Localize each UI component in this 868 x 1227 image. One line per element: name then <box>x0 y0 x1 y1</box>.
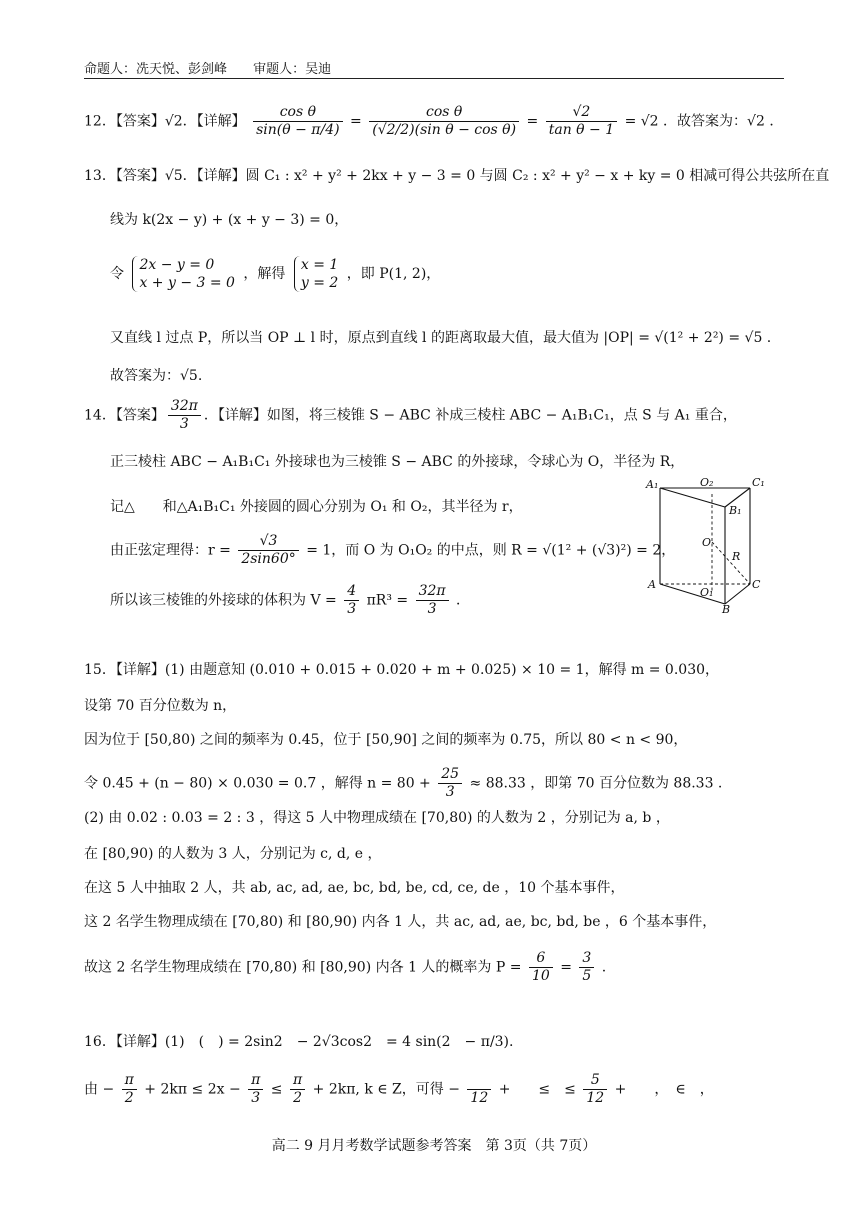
q15-line4: 令 0.45 + (n − 80) × 0.030 = 0.7 ，解得 n = 80 + $\frac{25}{3}$ ≈ 88.33 ，即第 70 百分位数为 88.33 . <box>84 766 723 800</box>
q15-prob-frac2: $\frac{3}{5}$ <box>579 950 594 985</box>
q16-line2: 由 − $\frac{\pi}{2}$ + 2kπ ≤ 2x − $\frac{\pi}{3}$ ≤ $\frac{\pi}{2}$ + 2kπ, k ∈ Z，可得 − 12 + ≤ ≤ $\frac{5}{12}$ + ， ∈ ， <box>84 1072 714 1106</box>
q15-line8: 这 2 名学生物理成绩在 [70,80) 和 [80,90) 内各 1 人，共 ac, ad, ae, bc, bd, be ，6 个基本事件， <box>84 914 717 930</box>
q13-line2: 线为 k(2x − y) + (x + y − 3) = 0， <box>110 212 349 228</box>
q14-line2: 正三棱柱 ABC − A₁B₁C₁ 外接球也为三棱锥 S − ABC 的外接球，令球心为 O，半径为 R， <box>110 454 685 470</box>
q15-frac: $\frac{25}{3}$ <box>438 766 462 801</box>
q14-line3: 记△ 和△A₁B₁C₁ 外接圆的圆心分别为 O₁ 和 O₂，其半径为 r， <box>110 499 523 515</box>
prism-figure <box>640 474 770 614</box>
q12-frac3: $\frac{√2}{\text{tan θ − 1}}$ <box>546 104 617 139</box>
figure-label-B: B <box>722 603 731 614</box>
figure-label-A1: A₁ <box>646 478 659 491</box>
q16-frac-e: $\frac{5}{12}$ <box>583 1072 607 1107</box>
q15-line3: 因为位于 [50,80) 之间的频率为 0.45，位于 [50,90] 之间的频率为 0.75，所以 80 < n < 90， <box>84 732 688 748</box>
q15-line7: 在这 5 人中抽取 2 人，共 ab, ac, ad, ae, bc, bd, be, cd, ce, de ，10 个基本事件， <box>84 880 625 896</box>
q16-frac-a: $\frac{\pi}{2}$ <box>122 1072 137 1107</box>
figure-label-O1: O₁ <box>700 586 714 599</box>
figure-label-C1: C₁ <box>752 476 765 489</box>
figure-label-O2: O₂ <box>700 476 714 489</box>
q13-line5: 故答案为：√5. <box>110 368 203 384</box>
figure-label-A: A <box>648 578 656 591</box>
q14-r-frac: $\frac{√3}{2\sin 60^\circ}$ <box>238 533 298 568</box>
q15-line9: 故这 2 名学生物理成绩在 [70,80) 和 [80,90) 内各 1 人的概率为 P = $\frac{6}{10}$ = $\frac{3}{5}$ . <box>84 950 607 984</box>
authors: 命题人：冼天悦、彭剑峰 <box>84 62 228 77</box>
q12-tail: = √2 ．故答案为：√2 ． <box>624 113 784 130</box>
q14-v-frac: $\frac{4}{3}$ <box>344 583 359 618</box>
q12-line: 12．【答案】√2．【详解】 $\frac{\text{cos θ}}{\sin(\theta - \pi/4)}$ = $\frac{\text{cos θ}}{\text{(√2/2)(sin θ − cos θ)}}$ = $\frac{√2}{\text{tan θ − 1}}$ = √2 ．故答案为：√2 ． <box>84 104 784 138</box>
figure-label-R: R <box>732 550 741 563</box>
q15-line1: 15．【详解】(1) 由题意知 (0.010 + 0.015 + 0.020 + m + 0.025) × 10 = 1，解得 m = 0.030， <box>84 662 720 678</box>
q16-frac-b: $\frac{\pi}{3}$ <box>248 1072 263 1107</box>
figure-label-C: C <box>752 578 761 591</box>
q14-line4: 由正弦定理得：r = $\frac{√3}{2\sin 60^\circ}$ = 1，而 O 为 O₁O₂ 的中点，则 R = √(1² + (√3)²) = 2， <box>110 533 676 567</box>
q16-line1: 16．【详解】(1) ( ) = 2sin2 − 2√3cos2 = 4 sin(2 − π/3). <box>84 1034 514 1050</box>
q13-line4: 又直线 l 过点 P，所以当 OP ⊥ l 时，原点到直线 l 的距离取最大值，最大值为 |OP| = √(1² + 2²) = √5 . <box>110 330 772 346</box>
q16-frac-d: 12 <box>467 1072 491 1107</box>
page-header <box>84 58 331 77</box>
figure-label-B1: B₁ <box>729 504 742 517</box>
q15-line2: 设第 70 百分位数为 n， <box>84 698 237 714</box>
q12-frac2: $\frac{\text{cos θ}}{\text{(√2/2)(sin θ − cos θ)}}$ <box>369 104 519 139</box>
q15-line6: 在 [80,90) 的人数为 3 人，分别记为 c, d, e ， <box>84 846 382 862</box>
q14-line5: 所以该三棱锥的外接球的体积为 V = $\frac{4}{3}$ πR³ = $\frac{32\pi}{3}$ ． <box>110 583 471 617</box>
q15-prob-frac1: $\frac{6}{10}$ <box>529 950 553 985</box>
q13-system2: x = 1 y = 2 <box>294 256 338 292</box>
page-footer: 高二 9 月月考数学试题参考答案 第 3页（共 7页） <box>271 1138 597 1154</box>
q12-prefix: 12．【答案】√2．【详解】 <box>84 113 246 130</box>
q16-frac-c: $\frac{\pi}{2}$ <box>290 1072 305 1107</box>
q13-system1: 2x − y = 0 x + y − 3 = 0 <box>132 256 235 292</box>
q15-line5: (2) 由 0.02 : 0.03 = 2 : 3 ，得这 5 人中物理成绩在 [70,80) 的人数为 2 ，分别记为 a, b ， <box>84 810 670 826</box>
q14-answer-frac: $\frac{32\pi}{3}$ <box>168 398 201 433</box>
q13-line1: 13．【答案】√5．【详解】圆 C₁ : x² + y² + 2kx + y − 3 = 0 与圆 C₂ : x² + y² − x + ky = 0 相减可得公共弦所在直 <box>84 168 830 184</box>
reviewer: 审题人：吴迪 <box>253 62 332 77</box>
q14-v2-frac: $\frac{32\pi}{3}$ <box>416 583 449 618</box>
q14-line1: 14．【答案】 $\frac{32\pi}{3}$ ．【详解】如图，将三棱锥 S − ABC 补成三棱柱 ABC − A₁B₁C₁，点 S 与 A₁ 重合， <box>84 398 737 432</box>
header-rule <box>84 78 784 79</box>
figure-label-O: O <box>702 536 712 549</box>
q13-system-line: 令 2x − y = 0 x + y − 3 = 0 ，解得 x = 1 y = 2 ，即 P(1, 2)， <box>110 257 441 291</box>
q12-frac1: $\frac{\text{cos θ}}{\sin(\theta - \pi/4)}$ <box>253 104 343 139</box>
